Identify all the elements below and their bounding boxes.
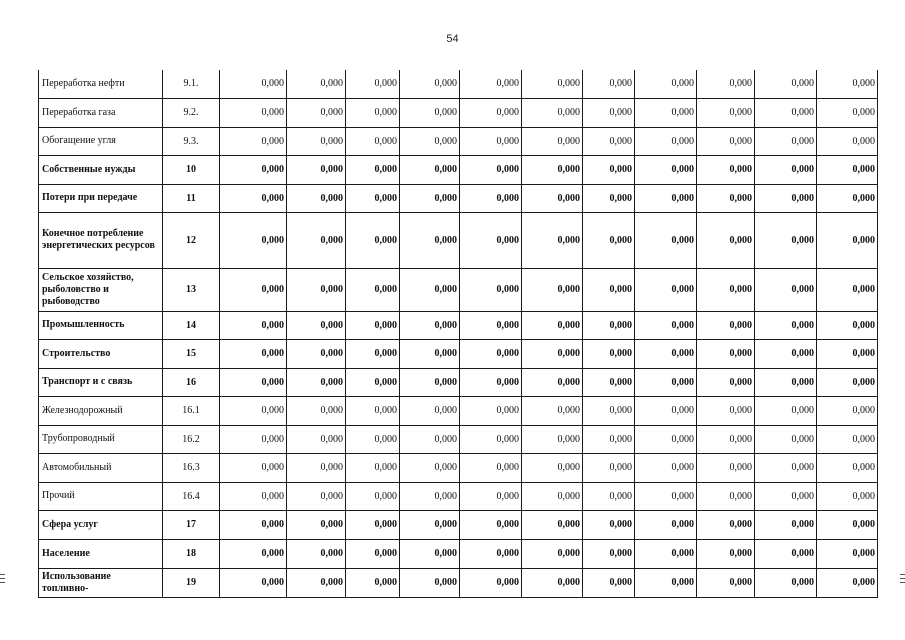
value-cell: 0,000	[460, 539, 522, 568]
value-cell: 0,000	[635, 339, 697, 368]
value-cell: 0,000	[755, 396, 817, 425]
value-cell: 0,000	[635, 453, 697, 482]
table-row	[39, 425, 878, 453]
value-cell: 0,000	[817, 539, 878, 568]
value-cell: 0,000	[346, 127, 400, 155]
value-cell: 0,000	[635, 311, 697, 339]
value-cell: 0,000	[287, 510, 346, 539]
scan-edge-mark-right	[900, 582, 905, 583]
table-row	[39, 155, 878, 184]
value-cell: 0,000	[635, 396, 697, 425]
row-name-cell: Строительство	[39, 339, 163, 368]
value-cell: 0,000	[583, 98, 635, 127]
value-cell: 0,000	[287, 184, 346, 212]
table-row	[39, 98, 878, 127]
value-cell: 0,000	[400, 396, 460, 425]
value-cell: 0,000	[220, 510, 287, 539]
value-cell: 0,000	[400, 212, 460, 268]
value-cell: 0,000	[755, 339, 817, 368]
value-cell: 0,000	[220, 127, 287, 155]
value-cell: 0,000	[287, 127, 346, 155]
value-cell: 0,000	[220, 425, 287, 453]
value-cell: 0,000	[755, 539, 817, 568]
value-cell: 0,000	[697, 70, 755, 98]
value-cell: 0,000	[287, 311, 346, 339]
value-cell: 0,000	[287, 339, 346, 368]
row-code-cell: 18	[163, 539, 220, 568]
value-cell: 0,000	[460, 98, 522, 127]
value-cell: 0,000	[400, 568, 460, 597]
value-cell: 0,000	[346, 155, 400, 184]
value-cell: 0,000	[583, 127, 635, 155]
row-name-cell: Обогащение угля	[39, 127, 163, 155]
row-code-cell: 12	[163, 212, 220, 268]
row-code-cell: 9.3.	[163, 127, 220, 155]
value-cell: 0,000	[220, 155, 287, 184]
value-cell: 0,000	[460, 127, 522, 155]
value-cell: 0,000	[400, 268, 460, 311]
table-body	[39, 70, 878, 597]
value-cell: 0,000	[697, 155, 755, 184]
value-cell: 0,000	[755, 155, 817, 184]
value-cell: 0,000	[460, 339, 522, 368]
value-cell: 0,000	[583, 568, 635, 597]
scan-edge-mark-left	[0, 582, 5, 583]
energy-balance-table	[38, 70, 878, 598]
value-cell: 0,000	[522, 339, 583, 368]
value-cell: 0,000	[522, 98, 583, 127]
value-cell: 0,000	[755, 212, 817, 268]
value-cell: 0,000	[635, 98, 697, 127]
row-name-cell: Сельское хозяйство, рыболовство и рыбоводство	[39, 268, 163, 311]
value-cell: 0,000	[460, 184, 522, 212]
value-cell: 0,000	[697, 268, 755, 311]
value-cell: 0,000	[220, 396, 287, 425]
value-cell: 0,000	[346, 339, 400, 368]
table-row	[39, 70, 878, 98]
table-row	[39, 482, 878, 510]
row-code-cell: 16.1	[163, 396, 220, 425]
value-cell: 0,000	[522, 268, 583, 311]
value-cell: 0,000	[817, 311, 878, 339]
table-row	[39, 127, 878, 155]
scan-edge-mark-right	[900, 574, 905, 575]
value-cell: 0,000	[220, 70, 287, 98]
value-cell: 0,000	[817, 268, 878, 311]
row-code-cell: 16.3	[163, 453, 220, 482]
value-cell: 0,000	[755, 425, 817, 453]
value-cell: 0,000	[755, 98, 817, 127]
value-cell: 0,000	[817, 70, 878, 98]
table-row	[39, 539, 878, 568]
scan-edge-mark-left	[0, 578, 5, 579]
row-name-cell: Потери при передаче	[39, 184, 163, 212]
value-cell: 0,000	[346, 482, 400, 510]
value-cell: 0,000	[697, 98, 755, 127]
value-cell: 0,000	[460, 482, 522, 510]
value-cell: 0,000	[635, 368, 697, 396]
value-cell: 0,000	[635, 184, 697, 212]
value-cell: 0,000	[287, 368, 346, 396]
row-name-cell: Конечное потребление энергетических ресурсов	[39, 212, 163, 268]
value-cell: 0,000	[522, 510, 583, 539]
row-code-cell: 17	[163, 510, 220, 539]
value-cell: 0,000	[755, 482, 817, 510]
value-cell: 0,000	[220, 184, 287, 212]
value-cell: 0,000	[817, 482, 878, 510]
value-cell: 0,000	[460, 425, 522, 453]
value-cell: 0,000	[697, 127, 755, 155]
row-name-cell: Прочий	[39, 482, 163, 510]
value-cell: 0,000	[346, 70, 400, 98]
value-cell: 0,000	[522, 453, 583, 482]
value-cell: 0,000	[697, 311, 755, 339]
value-cell: 0,000	[755, 311, 817, 339]
value-cell: 0,000	[220, 311, 287, 339]
value-cell: 0,000	[400, 482, 460, 510]
value-cell: 0,000	[400, 453, 460, 482]
table-row	[39, 212, 878, 268]
value-cell: 0,000	[755, 368, 817, 396]
value-cell: 0,000	[583, 482, 635, 510]
value-cell: 0,000	[697, 482, 755, 510]
value-cell: 0,000	[817, 396, 878, 425]
value-cell: 0,000	[635, 482, 697, 510]
value-cell: 0,000	[817, 568, 878, 597]
value-cell: 0,000	[583, 396, 635, 425]
value-cell: 0,000	[755, 268, 817, 311]
value-cell: 0,000	[817, 510, 878, 539]
value-cell: 0,000	[287, 268, 346, 311]
row-name-cell: Использование топливно-	[39, 568, 163, 597]
value-cell: 0,000	[697, 396, 755, 425]
value-cell: 0,000	[460, 268, 522, 311]
value-cell: 0,000	[583, 311, 635, 339]
value-cell: 0,000	[755, 127, 817, 155]
value-cell: 0,000	[583, 539, 635, 568]
value-cell: 0,000	[220, 339, 287, 368]
value-cell: 0,000	[635, 510, 697, 539]
value-cell: 0,000	[817, 184, 878, 212]
value-cell: 0,000	[220, 98, 287, 127]
value-cell: 0,000	[346, 184, 400, 212]
value-cell: 0,000	[220, 453, 287, 482]
value-cell: 0,000	[697, 368, 755, 396]
row-name-cell: Промышленность	[39, 311, 163, 339]
row-name-cell: Железнодорожный	[39, 396, 163, 425]
value-cell: 0,000	[346, 510, 400, 539]
value-cell: 0,000	[400, 184, 460, 212]
value-cell: 0,000	[522, 425, 583, 453]
row-name-cell: Собственные нужды	[39, 155, 163, 184]
value-cell: 0,000	[817, 127, 878, 155]
value-cell: 0,000	[583, 268, 635, 311]
row-code-cell: 15	[163, 339, 220, 368]
value-cell: 0,000	[220, 268, 287, 311]
row-name-cell: Автомобильный	[39, 453, 163, 482]
value-cell: 0,000	[583, 70, 635, 98]
value-cell: 0,000	[287, 212, 346, 268]
value-cell: 0,000	[346, 311, 400, 339]
value-cell: 0,000	[817, 98, 878, 127]
value-cell: 0,000	[522, 482, 583, 510]
scan-edge-mark-right	[900, 578, 905, 579]
value-cell: 0,000	[220, 539, 287, 568]
value-cell: 0,000	[400, 510, 460, 539]
value-cell: 0,000	[635, 425, 697, 453]
value-cell: 0,000	[460, 396, 522, 425]
value-cell: 0,000	[346, 568, 400, 597]
table-row	[39, 339, 878, 368]
scan-edge-mark-left	[0, 574, 5, 575]
value-cell: 0,000	[287, 453, 346, 482]
value-cell: 0,000	[220, 212, 287, 268]
value-cell: 0,000	[817, 212, 878, 268]
value-cell: 0,000	[755, 184, 817, 212]
value-cell: 0,000	[583, 339, 635, 368]
row-name-cell: Переработка газа	[39, 98, 163, 127]
value-cell: 0,000	[400, 368, 460, 396]
value-cell: 0,000	[346, 268, 400, 311]
value-cell: 0,000	[635, 268, 697, 311]
value-cell: 0,000	[346, 539, 400, 568]
value-cell: 0,000	[400, 539, 460, 568]
table-row	[39, 368, 878, 396]
value-cell: 0,000	[346, 368, 400, 396]
row-code-cell: 16	[163, 368, 220, 396]
value-cell: 0,000	[817, 453, 878, 482]
value-cell: 0,000	[287, 70, 346, 98]
row-code-cell: 9.1.	[163, 70, 220, 98]
value-cell: 0,000	[697, 453, 755, 482]
value-cell: 0,000	[697, 212, 755, 268]
row-name-cell: Транспорт и с связь	[39, 368, 163, 396]
value-cell: 0,000	[697, 568, 755, 597]
row-code-cell: 19	[163, 568, 220, 597]
value-cell: 0,000	[346, 425, 400, 453]
value-cell: 0,000	[287, 155, 346, 184]
value-cell: 0,000	[697, 539, 755, 568]
value-cell: 0,000	[400, 70, 460, 98]
value-cell: 0,000	[400, 339, 460, 368]
value-cell: 0,000	[346, 212, 400, 268]
value-cell: 0,000	[460, 212, 522, 268]
value-cell: 0,000	[635, 568, 697, 597]
table-row	[39, 396, 878, 425]
value-cell: 0,000	[460, 453, 522, 482]
value-cell: 0,000	[635, 127, 697, 155]
value-cell: 0,000	[697, 510, 755, 539]
value-cell: 0,000	[460, 568, 522, 597]
value-cell: 0,000	[522, 396, 583, 425]
value-cell: 0,000	[460, 368, 522, 396]
value-cell: 0,000	[522, 539, 583, 568]
table-row	[39, 510, 878, 539]
row-code-cell: 16.2	[163, 425, 220, 453]
table-row	[39, 268, 878, 311]
value-cell: 0,000	[287, 568, 346, 597]
value-cell: 0,000	[583, 368, 635, 396]
value-cell: 0,000	[522, 368, 583, 396]
value-cell: 0,000	[346, 98, 400, 127]
value-cell: 0,000	[220, 368, 287, 396]
value-cell: 0,000	[346, 453, 400, 482]
value-cell: 0,000	[287, 98, 346, 127]
value-cell: 0,000	[697, 184, 755, 212]
value-cell: 0,000	[635, 539, 697, 568]
table-row	[39, 568, 878, 597]
row-name-cell: Население	[39, 539, 163, 568]
value-cell: 0,000	[522, 311, 583, 339]
value-cell: 0,000	[220, 482, 287, 510]
value-cell: 0,000	[817, 339, 878, 368]
value-cell: 0,000	[400, 98, 460, 127]
value-cell: 0,000	[400, 425, 460, 453]
value-cell: 0,000	[635, 155, 697, 184]
value-cell: 0,000	[287, 539, 346, 568]
value-cell: 0,000	[522, 184, 583, 212]
page-number: 54	[446, 33, 459, 45]
value-cell: 0,000	[400, 311, 460, 339]
table-row	[39, 311, 878, 339]
row-name-cell: Сфера услуг	[39, 510, 163, 539]
value-cell: 0,000	[460, 510, 522, 539]
value-cell: 0,000	[287, 482, 346, 510]
row-name-cell: Переработка нефти	[39, 70, 163, 98]
value-cell: 0,000	[220, 568, 287, 597]
value-cell: 0,000	[583, 453, 635, 482]
value-cell: 0,000	[460, 70, 522, 98]
value-cell: 0,000	[755, 453, 817, 482]
value-cell: 0,000	[697, 425, 755, 453]
value-cell: 0,000	[755, 568, 817, 597]
value-cell: 0,000	[583, 212, 635, 268]
value-cell: 0,000	[583, 184, 635, 212]
value-cell: 0,000	[522, 212, 583, 268]
value-cell: 0,000	[287, 396, 346, 425]
value-cell: 0,000	[817, 425, 878, 453]
value-cell: 0,000	[583, 510, 635, 539]
value-cell: 0,000	[583, 155, 635, 184]
value-cell: 0,000	[583, 425, 635, 453]
row-code-cell: 16.4	[163, 482, 220, 510]
value-cell: 0,000	[635, 70, 697, 98]
value-cell: 0,000	[522, 568, 583, 597]
value-cell: 0,000	[346, 396, 400, 425]
value-cell: 0,000	[460, 155, 522, 184]
row-code-cell: 13	[163, 268, 220, 311]
value-cell: 0,000	[522, 155, 583, 184]
value-cell: 0,000	[400, 127, 460, 155]
row-code-cell: 11	[163, 184, 220, 212]
value-cell: 0,000	[697, 339, 755, 368]
value-cell: 0,000	[522, 127, 583, 155]
table-row	[39, 453, 878, 482]
table-row	[39, 184, 878, 212]
value-cell: 0,000	[522, 70, 583, 98]
value-cell: 0,000	[817, 155, 878, 184]
row-code-cell: 14	[163, 311, 220, 339]
value-cell: 0,000	[817, 368, 878, 396]
row-name-cell: Трубопроводный	[39, 425, 163, 453]
value-cell: 0,000	[635, 212, 697, 268]
value-cell: 0,000	[400, 155, 460, 184]
value-cell: 0,000	[287, 425, 346, 453]
row-code-cell: 10	[163, 155, 220, 184]
value-cell: 0,000	[755, 70, 817, 98]
row-code-cell: 9.2.	[163, 98, 220, 127]
value-cell: 0,000	[460, 311, 522, 339]
value-cell: 0,000	[755, 510, 817, 539]
